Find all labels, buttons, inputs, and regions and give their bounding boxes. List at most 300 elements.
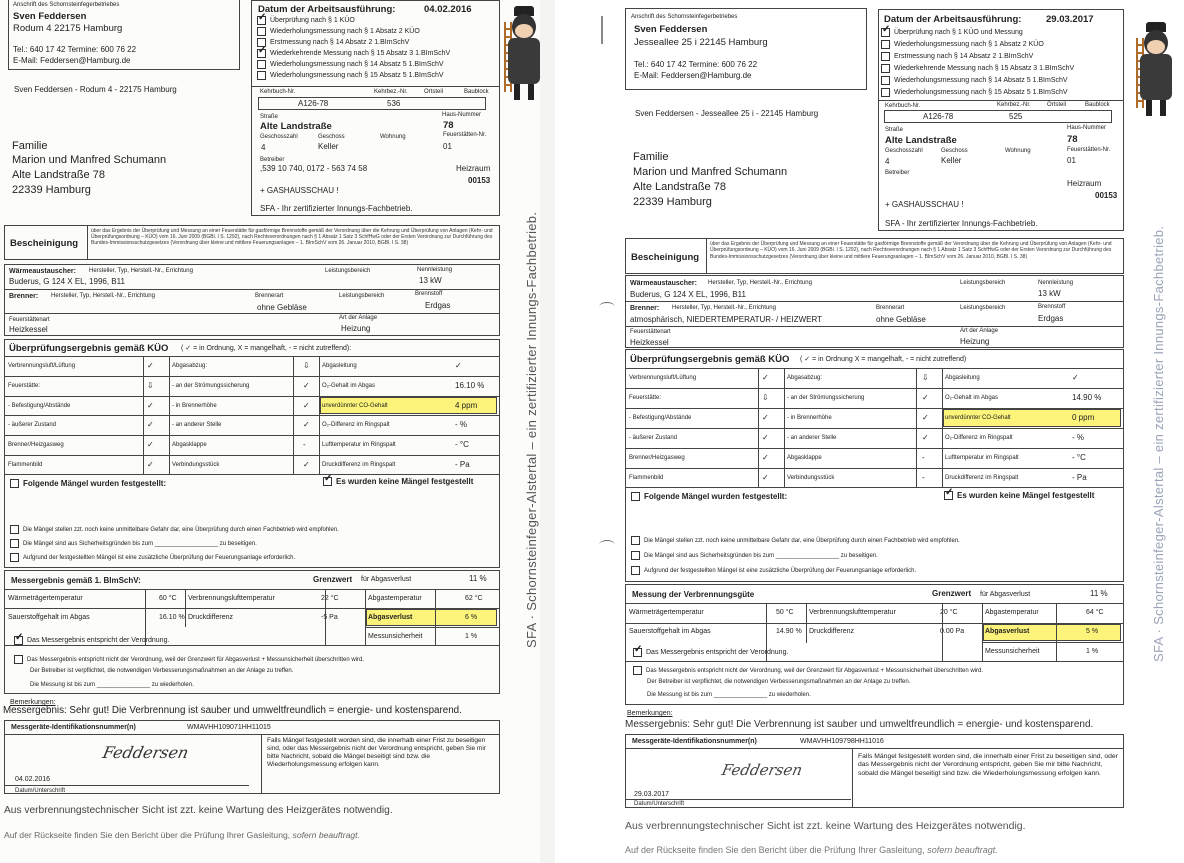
device-data [625,275,1124,348]
kuo-status-mark: ✓ [762,373,769,382]
remarks-label: Bemerkungen: [10,699,56,706]
not-ok-label: Das Messergebnis entspricht nicht der Verordnung, weil der Grenzwert für Abgasverlust + Messunsicherheit überschritten wird. [27,657,364,664]
kuo-status-mark: ⇩ [922,373,929,382]
floor-value: Keller [318,142,339,151]
strasse-label: Straße [885,127,904,133]
fireplace-type-value: Heizkessel [630,338,669,347]
kuo-title: Überprüfungsergebnis gemäß KÜO [630,354,790,365]
service-option[interactable] [257,27,420,36]
kuo-status-mark: ✓ [303,420,310,430]
betreiber-label: Betreiber [260,157,285,163]
kuo-item-label: Abgasleitung [322,362,357,369]
storeys-value: 4 [261,143,266,152]
service-option-label: Wiederkehrende Messung nach § 15 Absatz 3 1.BImSchV [270,50,451,58]
margin-mark [601,16,603,44]
result-summary: Messergebnis: Sehr gut! Die Verbrennung ist sauber und umweltfreundlich = energie- und kostensparend. [625,719,1094,730]
measurement-label: Sauerstoffgehalt im Abgas [629,628,711,636]
kuo-item-value: - % [1072,433,1084,442]
wohnung-label: Wohnung [1005,148,1031,154]
burner-type-label: Brennerart [876,305,905,311]
page-gap [540,0,555,863]
kuo-item-label: - äußerer Zustand [8,422,57,429]
sign-date: 04.02.2016 [15,776,51,783]
fireplace-type-label: Feuerstättenart [630,329,671,335]
kuo-status-mark: ✓ [303,400,310,410]
service-option[interactable] [257,38,409,47]
side-tagline: SFA · Schornsteinfeger-Alstertal – ein zertifizierter Innungs-Fachbetrieb. [524,211,539,648]
note-option[interactable] [631,566,916,575]
burner-label: Brenner: [9,293,39,300]
recipient-line: Alte Landstraße 78 [633,181,726,193]
checkbox-icon[interactable] [257,71,266,80]
sender-box [625,8,867,90]
heat-exchanger-hint: Hersteller, Typ, Herstell.-Nr., Errichtung [708,280,812,286]
wohnung-label: Wohnung [380,134,406,140]
device-id-value: WMAVHH109071HH11015 [187,724,271,731]
kuo-item-label: unverdünnter CO-Gehalt [945,415,1011,421]
burner-hint: Hersteller, Typ, Herstell.-Nr., Errichtung [51,293,155,299]
kuo-item-label: - an der Strömungssicherung [172,382,250,389]
device-data [4,264,500,336]
service-option-label: Wiederholungsmessung nach § 15 Absatz 5 1.BImSchV [894,89,1068,97]
backside-note [4,831,360,840]
recipient-line: Marion und Manfred Schumann [12,154,167,166]
kuo-item-value: 4 ppm [455,400,478,410]
gas-inspection-note: + GASHAUSSCHAU ! [885,200,964,209]
service-option-label: Überprüfung nach § 1 KÜO und Messung [894,29,1023,37]
punch-mark [599,302,615,312]
service-option-label: Wiederholungsmessung nach § 14 Absatz 5 1.BImSchV [894,77,1068,85]
service-option[interactable] [257,49,450,58]
chimney-sweep-logo [1132,30,1176,130]
kuo-status-mark: ✓ [922,393,929,402]
result-summary: Messergebnis: Sehr gut! Die Verbrennung ist sauber und umweltfreundlich = energie- und kostensparend. [3,705,462,716]
kuo-item-label: Lufttemperatur im Ringspalt [322,442,396,449]
power-range-label: Leistungsbereich [339,293,385,299]
kuo-result-table [625,349,1124,488]
heat-exchanger-hint: Hersteller, Typ, Herstell.-Nr., Errichtung [89,268,193,274]
kehrbezirk-label: Kehrbez.-Nr. [997,102,1031,108]
checkbox-icon[interactable] [257,27,266,36]
measurement-value: 14.90 % [776,628,802,636]
kuo-status-mark: ✓ [303,459,310,469]
side-tagline: SFA · Schornsteinfeger-Alstertal – ein zertifizierter Innungs-Fachbetrieb. [1151,225,1166,662]
kuo-item-label: - in Brennerhöhe [172,402,217,409]
measurement-value: 1 % [1086,647,1099,655]
kuo-status-mark: ✓ [762,433,769,442]
sender-street: Jesseallee 25 i 22145 Hamburg [634,37,768,48]
checkbox-icon[interactable] [633,648,642,657]
sender-phone: Tel.: 640 17 42 Termine: 600 76 22 [13,45,137,54]
defects-found-label: Folgende Mängel wurden festgestellt: [644,491,788,501]
kuo-status-mark: ✓ [147,360,154,370]
kuo-item-label: - Befestigung/Abstände [629,415,692,421]
fuel-value: Erdgas [1038,314,1064,323]
service-option-label: Wiederholungsmessung nach § 1 Absatz 2 KÜO [894,41,1044,49]
burner-type-value: ohne Gebläse [257,303,307,312]
limit-for-label: für Abgasverlust [980,591,1031,598]
burner-label: Brenner: [630,305,660,312]
backside-note-condition: sofern beauftragt. [927,845,998,855]
checkbox-icon[interactable] [14,655,23,664]
checkbox-icon[interactable] [881,76,890,85]
checkbox-icon[interactable] [881,28,890,37]
fireplace-number-value: 01 [1067,156,1076,165]
report-page-2016 [0,0,540,863]
limit-label: Grenzwert [313,575,353,584]
recipient-line: Familie [633,151,669,163]
note-label: Die Mängel sind aus Sicherheitsgründen bis zum ___________________ zu beseitigen. [644,553,878,560]
sender-street: Rodum 4 22175 Hamburg [13,23,123,34]
sender-box [8,0,240,70]
recipient-line: 22339 Hamburg [633,196,712,208]
kuo-item-label: Verbrennungsluft/Lüftung [629,375,697,381]
service-option-label: Wiederkehrende Messung nach § 15 Absatz 3 1.BImSchV [894,65,1075,73]
sender-name: Sven Feddersen [634,24,708,35]
kuo-item-value: ✓ [455,360,462,370]
return-address: Sven Feddersen - Jesseallee 25 i - 22145 Hamburg [635,109,819,118]
rated-power-label: Nennleistung [417,267,453,273]
checkbox-icon[interactable] [257,16,266,25]
certificate-header [4,225,500,260]
kuo-item-value: 0 ppm [1072,413,1095,422]
sender-name: Sven Feddersen [13,11,87,22]
kuo-legend: ( ✓ = in Ordnung X = mangelhaft, - = nicht zutreffend) [800,356,967,363]
measurement-label: Verbrennungslufttemperatur [188,594,275,602]
sender-caption: Anschrift des Schornsteinfegerbetriebes [13,2,120,8]
kuo-item-label: Verbindungsstück [787,475,835,481]
checkbox-icon[interactable] [881,88,890,97]
customer-code: 00153 [468,176,491,185]
hausnr-label: Haus-Nummer [442,112,482,118]
fuel-value: Erdgas [425,301,451,310]
device-id-label: Messgeräte-Identifikationsnummer(n) [632,738,757,745]
checkbox-icon[interactable] [633,666,642,675]
checkbox-icon[interactable] [881,52,890,61]
work-date: 29.03.2017 [1046,14,1094,25]
heat-exchanger-label: Wärmeaustauscher: [630,280,697,287]
kuo-legend: ( ✓ = in Ordnung, X = mangelhaft, - = nicht zutreffend): [181,345,352,352]
signature-block [4,720,500,794]
punch-mark [599,540,615,550]
repeat-until-note: Die Messung ist bis zum ________________ zu wiederholen. [647,692,811,698]
feuerstaetten-label: Feuerstätten-Nr. [443,132,487,138]
operator-duty-note: Der Betreiber ist verpflichtet, die notwendigen Verbesserungsmaßnahmen an der Anlage zu treffen. [30,668,294,674]
certificate-title: Bescheinigung [10,238,79,249]
fireplace-type-label: Feuerstättenart [9,317,50,323]
ok-option[interactable] [14,636,169,645]
recipient-line: Marion und Manfred Schumann [633,166,788,178]
not-ok-option[interactable] [633,666,983,675]
defects-found-label: Folgende Mängel wurden festgestellt: [23,478,167,488]
rated-power-label: Nennleistung [1038,280,1074,286]
service-option[interactable] [881,88,1068,97]
measurement-label: Wärmeträgertemperatur [8,594,83,602]
kuo-status-mark: - [922,453,925,462]
service-option-label: Wiederholungsmessung nach § 15 Absatz 5 1.BImSchV [270,72,444,80]
burner-value: atmosphärisch, NIEDERTEMPERATUR- / HEIZWERT [630,315,823,324]
limit-value: 11 % [1090,589,1108,598]
heat-exchanger-value: Buderus, G 124 X EL, 1996, B11 [630,290,746,299]
system-type-label: Art der Anlage [960,328,999,334]
kuo-item-label: - an anderer Stelle [787,435,837,441]
rated-power-value: 13 kW [419,276,442,285]
certificate-legal-text: über das Ergebnis der Überprüfung und Messung an einer Feuerstätte für gasförmige Brennstoffe gemäß der Verordnung über die Kehrung und Überprüfung von Anlagen (Kehr- und Überprüfungsordnung – KÜO) vom 16. Juni 2009 (BGBl. I S. 1292), nach Rechtsverordnungen nach § 1 Absatz 1 Satz 3 SchfHwG oder der Ersten Verordnung zur Durchführung des Bundes-Immissionsschutzgesetzes (Verordnung über kleine und mittlere Feuerungsanlagen – 1. BImSchV vom 26. Januar 2010, BGBl. I S. 38) [91,228,493,247]
betreiber-label: Betreiber [885,170,910,176]
checkbox-icon[interactable] [10,539,19,548]
limit-label: Grenzwert [932,589,972,598]
measurement-value: 22 °C [321,594,339,602]
service-option[interactable] [257,60,444,69]
system-type-value: Heizung [341,324,371,333]
measurement-label: Druckdifferenz [188,613,234,621]
kuo-status-mark: ✓ [762,473,769,482]
kuo-status-mark: ⇩ [303,360,310,370]
checkbox-icon[interactable] [631,551,640,560]
fuel-label: Brennstoff [415,291,443,297]
measurement-label: Abgasverlust [985,628,1030,636]
sfa-tagline: SFA - Ihr zertifizierter Innungs-Fachbetrieb. [885,219,1038,228]
kuo-item-value: - Pa [1072,473,1087,482]
kuo-item-label: Druckdifferenz im Ringspalt [945,475,1019,481]
backside-note-condition: sofern beauftragt. [292,830,360,840]
kuo-item-label: Abgasabzug: [787,375,823,381]
checkbox-icon[interactable] [10,553,19,562]
kuo-grid [5,356,499,475]
checkbox-icon[interactable] [257,60,266,69]
date-label: Datum der Arbeitsausführung: [258,4,396,15]
geschoss-label: Geschoss [318,134,345,140]
street-value: Alte Landstraße [260,121,332,132]
service-option[interactable] [881,28,1023,37]
limit-for-label: für Abgasverlust [361,576,412,583]
kuo-item-value: - % [455,420,467,430]
note-option[interactable] [10,553,295,562]
order-info-panel [251,0,500,216]
backside-note [625,846,998,855]
house-number-value: 78 [443,120,454,131]
measurement-value: 6 % [465,613,478,621]
kuo-item-label: Verbrennungsluft/Lüftung [8,362,76,369]
fireplace-type-value: Heizkessel [9,325,48,334]
kuo-status-mark: ✓ [147,440,154,450]
device-id-value: WMAVHH109798HH11016 [800,738,884,745]
service-option-label: Wiederholungsmessung nach § 14 Absatz 5 1.BImSchV [270,61,444,69]
kuo-status-mark: - [303,440,306,450]
kuo-status-mark: ✓ [762,453,769,462]
measurement-value: 0.00 Pa [940,628,965,636]
sender-email: E-Mail: Feddersen@Hamburg.de [13,56,131,65]
fuel-label: Brennstoff [1038,304,1066,310]
ortsteil-label: Ortsteil [424,89,444,95]
note-option[interactable] [10,525,339,534]
repeat-until-note: Die Messung ist bis zum ________________ zu wiederholen. [30,682,194,688]
report-page-2017 [555,0,1184,863]
ok-option[interactable] [633,648,788,657]
power-range-label: Leistungsbereich [960,280,1006,286]
fireplace-number-value: 01 [443,142,452,151]
measurement-label: Abgasverlust [368,613,413,621]
sfa-tagline: SFA - Ihr zertifizierter Innungs-Fachbetrieb. [260,204,413,213]
kuo-status-mark: ✓ [147,459,154,469]
checkbox-icon[interactable] [631,566,640,575]
power-range-label: Leistungsbereich [960,305,1006,311]
sender-caption: Anschrift des Schornsteinfegerbetriebes [631,14,738,20]
burner-type-label: Brennerart [255,293,284,299]
recipient-line: 22339 Hamburg [12,184,91,196]
kuo-item-value: - °C [455,440,469,450]
kuo-item-label: - in Brennerhöhe [787,415,832,421]
kehrbezirk-label: Kehrbez.-Nr. [374,89,408,95]
measurement-value: 64 °C [1086,608,1104,616]
signature-block [625,734,1124,808]
not-ok-option[interactable] [14,655,364,664]
kuo-item-label: Flammenbild [8,461,43,468]
return-address: Sven Feddersen - Rodum 4 - 22175 Hamburg [14,85,177,94]
note-label: Aufgrund der festgestellten Mängel ist eine zusätzliche Überprüfung der Feuerungsanlage erforderlich. [644,568,917,575]
chimney-sweep-logo [500,14,540,114]
service-option-label: Wiederholungsmessung nach § 1 Absatz 2 KÜO [270,28,420,36]
note-option[interactable] [631,551,878,560]
ok-label: Das Messergebnis entspricht der Verordnung. [27,637,170,645]
kuo-status-mark: ⇩ [147,380,154,390]
measurement-label: Abgastemperatur [985,608,1039,616]
device-id-label: Messgeräte-Identifikationsnummer(n) [11,724,136,731]
system-type-value: Heizung [960,337,990,346]
feuerstaetten-label: Feuerstätten-Nr. [1067,147,1111,153]
sign-label: Datum/Unterschrift [634,801,685,807]
measurement-value: 16.10 % [159,613,185,621]
kuo-item-label: Abgasklappe [172,442,207,449]
geschosszahl-label: Geschosszahl [260,134,298,140]
order-info-panel [878,9,1124,231]
service-option[interactable] [881,76,1068,85]
measurement-label: Verbrennungslufttemperatur [809,608,896,616]
service-option[interactable] [881,40,1044,49]
heat-exchanger-value: Buderus, G 124 X EL, 1996, B11 [9,277,125,286]
power-range-label: Leistungsbereich [325,268,371,274]
kuo-status-mark: - [922,473,925,482]
operator-duty-note: Der Betreiber ist verpflichtet, die notwendigen Verbesserungsmaßnahmen an der Anlage zu treffen. [647,679,911,685]
hausnr-label: Haus-Nummer [1067,125,1107,131]
kuo-grid [626,368,1123,488]
maintenance-note: Aus verbrennungstechnischer Sicht ist zzt. keine Wartung des Heizgerätes notwendig. [625,820,1026,832]
kuo-item-label: Brenner/Heizgasweg [8,442,64,449]
kuo-item-value: 16.10 % [455,380,485,390]
kuo-item-value: - °C [1072,453,1086,462]
certificate-title: Bescheinigung [631,252,700,263]
note-option[interactable] [10,539,257,548]
kuo-item-label: Druckdifferenz im Ringspalt [322,461,396,468]
geschosszahl-label: Geschosszahl [885,148,923,154]
kuo-item-label: - an der Strömungssicherung [787,395,865,401]
kuo-status-mark: ✓ [147,400,154,410]
kehrbuch-label: Kehrbuch-Nr. [885,103,921,109]
kuo-item-label: - äußerer Zustand [629,435,678,441]
certificate-header [625,238,1124,274]
kuo-item-label: Abgasabzug: [172,362,208,369]
strasse-label: Straße [260,114,279,120]
kuo-title: Überprüfungsergebnis gemäß KÜO [9,343,169,354]
measurement-value: 1 % [465,632,478,640]
kuo-status-mark: ✓ [922,433,929,442]
service-option[interactable] [257,16,355,25]
gas-inspection-note: + GASHAUSSCHAU ! [260,186,339,195]
storeys-value: 4 [885,157,890,166]
kuo-status-mark: ✓ [922,413,929,422]
kuo-item-label: - Befestigung/Abstände [8,402,71,409]
kuo-item-value: ✓ [1072,373,1079,382]
burner-type-value: ohne Gebläse [876,315,926,324]
checkbox-icon[interactable] [14,636,23,645]
kuo-item-label: Verbindungsstück [172,461,220,468]
footer-note: Falls Mängel festgestellt worden sind, die innerhalb einer Frist zu beseitigen sind, oder das Messergebnis nicht der Verordnung entspricht, geben Sie mir bitte Nachricht, sobald die Mängel beseitigt sind bzw. die Wiederholungsmessung erfolgen kann. [858,753,1118,777]
measurement-value: 50 °C [776,608,794,616]
measurement-label: Wärmeträgertemperatur [629,608,704,616]
recipient-line: Familie [12,140,48,152]
note-label: Aufgrund der festgestellten Mängel ist eine zusätzliche Überprüfung der Feuerungsanlage erforderlich. [23,555,296,562]
baublock-label: Baublock [1085,102,1110,108]
service-option[interactable] [881,52,1033,61]
measurement-label: Messunsicherheit [985,647,1040,655]
checkbox-icon[interactable] [881,40,890,49]
measurement-label: Druckdifferenz [809,628,855,636]
ortsteil-label: Ortsteil [1047,102,1067,108]
kuo-item-label: Abgasleitung [945,375,980,381]
certificate-legal-text: über das Ergebnis der Überprüfung und Messung an einer Feuerstätte für gasförmige Brennstoffe gemäß der Verordnung über die Kehrung und Überprüfung von Anlagen (Kehr- und Überprüfungsordnung – KÜO) vom 16. Juni 2009 (BGBl. I S. 1292), nach Rechtsverordnungen nach § 1 Absatz 1 Satz 3 SchfHwG oder der Ersten Verordnung zur Durchführung des Bundes-Immissionsschutzgesetzes (Verordnung über kleine und mittlere Feuerungsanlagen – 1. BImSchV vom 26. Januar 2010, BGBl. I S. 38) [710,241,1112,260]
kuo-status-mark: ✓ [762,413,769,422]
service-option-label: Überprüfung nach § 1 KÜO [270,17,355,25]
kuo-item-label: Feuerstätte: [629,395,662,401]
sender-phone: Tel.: 640 17 42 Termine: 600 76 22 [634,60,758,69]
measurement-value: 20 °C [940,608,958,616]
checkbox-icon[interactable] [631,536,640,545]
kuo-item-label: unverdünnter CO-Gehalt [322,402,388,409]
floor-value: Keller [941,156,962,165]
no-defects-label: Es wurden keine Mängel festgestellt [336,476,474,486]
note-option[interactable] [631,536,960,545]
measurement-label: Abgastemperatur [368,594,422,602]
kuo-item-label: O₂-Gehalt im Abgas [945,395,999,401]
baublock-label: Baublock [464,89,489,95]
note-label: Die Mängel stellen zzt. noch keine unmittelbare Gefahr dar, eine Überprüfung durch einen Fachbetrieb wird empfohlen. [23,527,339,534]
measurement-value: 62 °C [465,594,483,602]
street-value: Alte Landstraße [885,135,957,146]
kuo-item-label: Abgasklappe [787,455,822,461]
checkbox-icon[interactable] [257,49,266,58]
burner-hint: Hersteller, Typ, Herstell.-Nr., Errichtung [672,305,776,311]
service-option-label: Erstmessung nach § 14 Absatz 2 1.BImSchV [894,53,1034,61]
customer-code: 00153 [1095,191,1118,200]
note-label: Die Mängel sind aus Sicherheitsgründen bis zum ___________________ zu beseitigen. [23,541,257,548]
operator-phone: ,539 10 740, 0172 - 563 74 58 [260,164,368,173]
backside-note-text: Auf der Rückseite finden Sie den Bericht über die Prüfung Ihrer Gasleitung, [625,845,928,855]
kuo-item-label: O₂-Differenz im Ringspalt [322,422,390,429]
date-label: Datum der Arbeitsausführung: [884,14,1022,25]
kehrbuch-number: A126-78 [923,112,954,121]
kuo-item-label: O₂-Differenz im Ringspalt [945,435,1013,441]
kuo-item-label: - an anderer Stelle [172,422,222,429]
service-option[interactable] [881,64,1074,73]
service-option[interactable] [257,71,444,80]
kuo-item-label: Flammenbild [629,475,664,481]
house-number-value: 78 [1067,134,1078,145]
signature: Feddersen [101,743,191,762]
sign-date: 29.03.2017 [634,791,670,798]
checkbox-icon[interactable] [881,64,890,73]
checkbox-icon[interactable] [10,525,19,534]
kuo-item-value: - Pa [455,459,470,469]
